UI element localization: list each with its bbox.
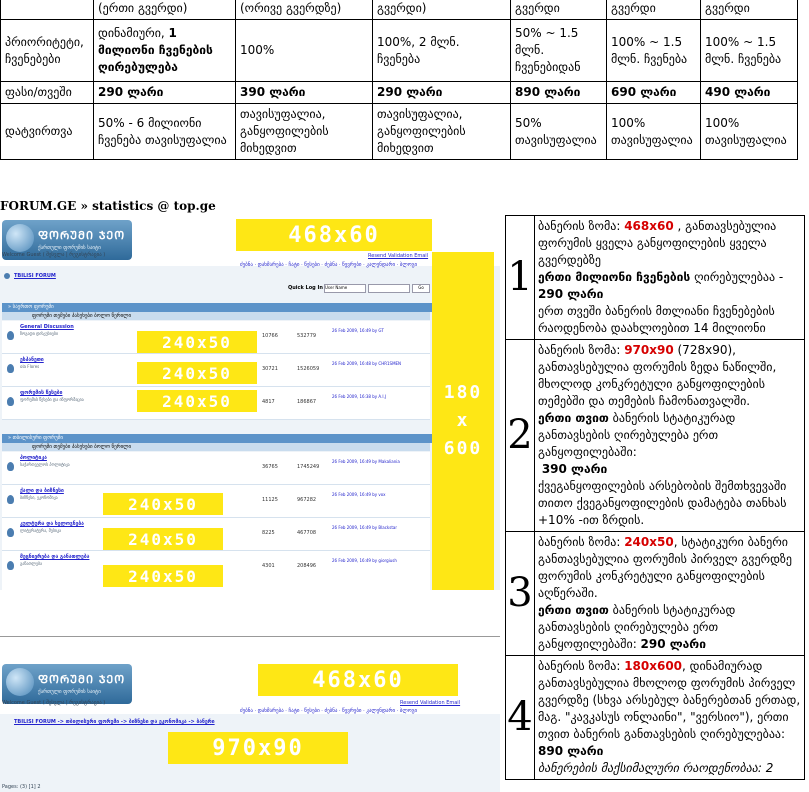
table-cell: 100% xyxy=(236,20,373,82)
reply-count: 208496 xyxy=(297,563,317,569)
forum-desc: ბიზნესი, ეკონომიკა xyxy=(20,495,58,500)
forum-icon xyxy=(7,528,14,537)
logo-title: ᲤᲝᲠᲣᲛᲘ ᲯᲔᲝ xyxy=(38,229,126,242)
banner-240x50: 240x50 xyxy=(137,390,257,412)
last-post[interactable]: 26 Feb 2009, 16:49 by vox xyxy=(332,492,386,497)
caption-site[interactable]: FORUM.GE xyxy=(0,199,77,213)
pricing-cut-row xyxy=(1,0,798,20)
last-post[interactable]: 26 Feb 2009, 16:49 by giorgiush xyxy=(332,558,397,563)
pagination[interactable]: Pages: (3) [1] 2 xyxy=(2,784,41,790)
forum-icon xyxy=(7,495,14,504)
banner-size: 970x90 xyxy=(624,343,674,357)
cut-cell: გვერდი xyxy=(701,0,798,20)
forum-name[interactable]: კულტურა და ხელოვნება xyxy=(20,521,84,527)
reply-count: 467708 xyxy=(297,530,317,536)
desc-text: ბანერის სტატიკურად განთავსების ღირებულება ერთ განყოფილებაში: xyxy=(538,603,736,651)
cut-cell: გვერდი) xyxy=(373,0,511,20)
forum-name[interactable]: ფორუმის წესები xyxy=(20,390,63,396)
forum-icon xyxy=(7,462,14,471)
table-cell: 100%, 2 მლნ. ჩვენება xyxy=(373,20,511,82)
forum-desc: ola Flores xyxy=(20,364,40,369)
table-cell: 50% ~ 1.5 მლნ. ჩვენებიდან xyxy=(511,20,607,82)
size-prefix: ბანერის ზომა: xyxy=(538,219,625,233)
category-bar[interactable]: » თბილისური ფორუმი xyxy=(2,434,436,443)
banner-240x50: 240x50 xyxy=(137,362,257,384)
topic-count: 10766 xyxy=(262,333,278,339)
load-row xyxy=(1,104,798,160)
desc-text: ქვეგანყოფილების არსებობის შემთხვევაში თითო ქვეგანყოფილების დამატება თანხას +10% -ით ზრდის. xyxy=(538,479,787,527)
banner-468x60: 468x60 xyxy=(258,664,458,696)
reply-count: 1745249 xyxy=(297,464,320,470)
banner-info-row xyxy=(506,532,805,656)
price-row xyxy=(1,82,798,104)
stats-caption[interactable] xyxy=(0,199,216,213)
forum-desc: ლიტერატურა, მუსიკა xyxy=(20,528,62,533)
forum-logo xyxy=(2,664,132,704)
forum-desc: საქართველოს პოლიტიკა xyxy=(20,462,70,467)
table-cell: 100% ~ 1.5 მლნ. ჩვენება xyxy=(701,20,798,82)
size-prefix: ბანერის ზომა: xyxy=(538,343,625,357)
banner-180-line: 180 xyxy=(443,382,483,403)
breadcrumb[interactable]: TBILISI FORUM -> თბილისური ფორუმი -> ბიზნესი და ეკონომიკა -> ბანერი xyxy=(14,719,215,725)
logo-subtitle: ქართული ფორუმის საიტი xyxy=(38,689,101,695)
forum-name[interactable]: ქალი და ბიზნესი xyxy=(20,488,64,494)
desc-text: ღირებულებაა - xyxy=(690,270,784,284)
banner-price: 390 ლარი xyxy=(541,462,608,476)
banner-240x50: 240x50 xyxy=(137,331,257,353)
forum-name[interactable]: ესპანეთი xyxy=(20,357,44,363)
section-divider xyxy=(0,636,500,637)
tbilisi-forum-link[interactable]: TBILISI FORUM xyxy=(14,273,56,279)
forum-desc: ფორუმის წესები და ინფორმაცია xyxy=(20,397,84,402)
cell-text: დინამიური, xyxy=(98,26,169,40)
cut-cell: (ერთი გვერდი) xyxy=(94,0,236,20)
column-header-text: ფორუმი თემები პასუხები ბოლო წერილი xyxy=(32,313,132,319)
row-label: დატვირთვა xyxy=(1,104,94,160)
topic-count: 30721 xyxy=(262,366,278,372)
resend-link[interactable]: Resend Validation Email xyxy=(400,700,461,706)
reply-count: 532779 xyxy=(297,333,317,339)
welcome-text: Welcome Guest ( შესვლა | რეგისტრაცია ) xyxy=(2,252,106,258)
price-cell: 290 ლარი xyxy=(94,82,236,104)
forum-icon xyxy=(7,331,14,340)
table-cell: 100% თავისუფალია xyxy=(701,104,798,160)
category-bar[interactable]: » საერთო ფორუმი xyxy=(2,303,436,312)
quick-login-label: Quick Log In xyxy=(288,285,323,291)
forum-icon xyxy=(7,364,14,373)
banner-description xyxy=(535,216,805,340)
topic-count: 4817 xyxy=(262,399,275,405)
topic-count: 4301 xyxy=(262,563,275,569)
last-post[interactable]: 26 Feb 2009, 16:49 by Makaliania xyxy=(332,459,400,464)
forum-desc: განათლება xyxy=(20,561,43,566)
banner-180x600 xyxy=(432,252,494,590)
italic-note: ბანერების მაქსიმალური რაოდენობაა: 2 xyxy=(538,761,774,775)
bold-text: ერთი მილიონი ჩვენების xyxy=(538,270,691,284)
banner-240x50: 240x50 xyxy=(103,565,223,587)
banner-240x50: 240x50 xyxy=(103,493,223,515)
globe-icon xyxy=(6,668,34,696)
banner-info-row xyxy=(506,340,805,532)
forum-screenshot-front xyxy=(0,218,500,590)
banner-price: 890 ლარი xyxy=(538,744,604,758)
size-prefix: ბანერის ზომა: xyxy=(538,535,625,549)
banner-description xyxy=(535,532,805,656)
row-number: 2 xyxy=(506,340,535,532)
price-cell: 290 ლარი xyxy=(373,82,511,104)
cut-cell: გვერდი xyxy=(511,0,607,20)
table-cell: თავისუფალია, განყოფილების მიხედვით xyxy=(236,104,373,160)
globe-icon xyxy=(6,224,34,252)
welcome-text: Welcome Guest ( შესვლა | რეგისტრაცია ) xyxy=(2,700,106,706)
row-number: 1 xyxy=(506,216,535,340)
banner-description xyxy=(535,340,805,532)
forum-screenshot-inner xyxy=(0,662,500,792)
pricing-table xyxy=(0,0,798,160)
forum-header xyxy=(0,218,500,266)
reply-count: 1526059 xyxy=(297,366,320,372)
desc-text: , განთავსებულია ფორუმის ყველა განყოფილების ყველა გვერდებზე xyxy=(538,219,777,267)
last-post[interactable]: 26 Feb 2009, 16:48 by CHR1SMEN xyxy=(332,361,402,366)
caption-rest[interactable]: statistics @ top.ge xyxy=(92,199,216,213)
row-number: 3 xyxy=(506,532,535,656)
priority-row xyxy=(1,20,798,82)
banner-970x90: 970x90 xyxy=(168,732,348,764)
resend-link[interactable]: Resend Validation Email xyxy=(368,253,429,259)
price-cell: 690 ლარი xyxy=(607,82,701,104)
cut-cell: (ორივე გვერდზე) xyxy=(236,0,373,20)
forum-name[interactable]: პოლიტიკა xyxy=(20,455,47,461)
topic-count: 8225 xyxy=(262,530,275,536)
banner-240x50: 240x50 xyxy=(103,528,223,550)
bold-text: ერთი თვით xyxy=(538,411,609,425)
size-prefix: ბანერის ზომა: xyxy=(538,659,625,673)
caption-separator: » xyxy=(80,199,88,213)
banner-size: 180x600 xyxy=(624,659,683,673)
logo-subtitle: ქართული ფორუმის საიტი xyxy=(38,245,101,251)
topic-count: 11125 xyxy=(262,497,278,503)
banner-size: 468x60 xyxy=(624,219,674,233)
banner-180-line: x xyxy=(456,410,470,431)
table-cell: 100% ~ 1.5 მლნ. ჩვენება xyxy=(607,20,701,82)
password-input[interactable] xyxy=(368,284,410,293)
go-button[interactable]: Go xyxy=(412,284,430,293)
logo-title: ᲤᲝᲠᲣᲛᲘ ᲯᲔᲝ xyxy=(38,673,126,686)
forum-nav[interactable]: ძებნა · დახმარება · ჩატი · წესები · ძებნა · წევრები · კალენდარი · ბლოგი xyxy=(240,262,418,268)
desc-text: ერთ თვეში ბანერის მთლიანი ჩვენებების რაოდენობა დაახლოებით 14 მილიონი xyxy=(538,304,775,335)
forum-icon xyxy=(7,561,14,570)
last-post[interactable]: 26 Feb 2009, 16:38 by A.I.J xyxy=(332,394,386,399)
banner-468x60: 468x60 xyxy=(236,219,432,251)
desc-text: (728x90), განთავსებულია ფორუმის ზედა ნაწილში, მხოლოდ კონკრეტული განყოფილების თემებში და თემების ჩამონათვალში. xyxy=(538,343,777,408)
banner-info-row xyxy=(506,216,805,340)
column-headers xyxy=(2,443,430,451)
forum-desc: ზოგადი დისკუსიები xyxy=(20,331,59,336)
forum-row[interactable] xyxy=(2,452,430,485)
banner-price: 290 ლარი xyxy=(640,637,706,651)
desc-text: ბანერის სტატიკურად განთავსების ღირებულება ერთ განყოფილებაში: xyxy=(538,411,736,459)
reply-count: 186867 xyxy=(297,399,317,405)
banner-size: 240x50 xyxy=(624,535,674,549)
topic-count: 36765 xyxy=(262,464,278,470)
last-post[interactable]: 26 Feb 2009, 16:49 by Blackstar xyxy=(332,525,397,530)
bold-text: ერთი თვით xyxy=(538,603,609,617)
row-label: ფასი/თვეში xyxy=(1,82,94,104)
username-input[interactable]: User Name xyxy=(324,284,366,293)
price-cell: 490 ლარი xyxy=(701,82,798,104)
banner-info-table xyxy=(505,215,805,780)
row-label: პრიორიტეტი, ჩვენებები xyxy=(1,20,94,82)
table-cell: 50% თავისუფალია xyxy=(511,104,607,160)
column-headers xyxy=(2,312,430,320)
cell-bold-text: 1 მილიონი ჩვენების ღირებულება xyxy=(98,26,213,74)
forum-name[interactable]: General Discussion xyxy=(20,324,74,330)
table-cell: 100% თავისუფალია xyxy=(607,104,701,160)
cut-cell xyxy=(1,0,94,20)
last-post[interactable]: 26 Feb 2009, 16:49 by GT xyxy=(332,328,384,333)
desc-text: , დინამიურად განთავსებულია მხოლოდ ფორუმის პირველ გვერდზე (სხვა არსებულ ბანერებთან ერთად, მაგ. "კავკასუს ონლაინი", "ვერსიო"), ერთი თვით ბანერის განთავსების ღირებულებაა: xyxy=(538,659,801,741)
bullet-icon xyxy=(4,273,10,279)
cut-cell: გვერდი xyxy=(607,0,701,20)
desc-text: , სტატიკური ბანერი განთავსებულია ფორუმის პირველ გვერდზე ფორუმის კონკრეტული განყოფილების აღწერაში. xyxy=(538,535,793,600)
forum-name[interactable]: მეცნიერება და განათლება xyxy=(20,554,90,560)
banner-info-row xyxy=(506,656,805,780)
price-cell: 390 ლარი xyxy=(236,82,373,104)
table-cell: თავისუფალია, განყოფილების მიხედვით xyxy=(373,104,511,160)
banner-180-line: 600 xyxy=(443,438,483,459)
column-header-text: ფორუმი თემები პასუხები ბოლო წერილი xyxy=(32,444,132,450)
banner-price: 290 ლარი xyxy=(538,287,604,301)
banner-description xyxy=(535,656,805,780)
table-cell xyxy=(94,20,236,82)
table-cell: 50% - 6 მილიონი ჩვენება თავისუფალია xyxy=(94,104,236,160)
reply-count: 967282 xyxy=(297,497,317,503)
row-number: 4 xyxy=(506,656,535,780)
forum-nav[interactable]: ძებნა · დახმარება · ჩატი · წესები · ძებნა · წევრები · კალენდარი · ბლოგი xyxy=(240,708,418,714)
forum-icon xyxy=(7,397,14,406)
price-cell: 890 ლარი xyxy=(511,82,607,104)
